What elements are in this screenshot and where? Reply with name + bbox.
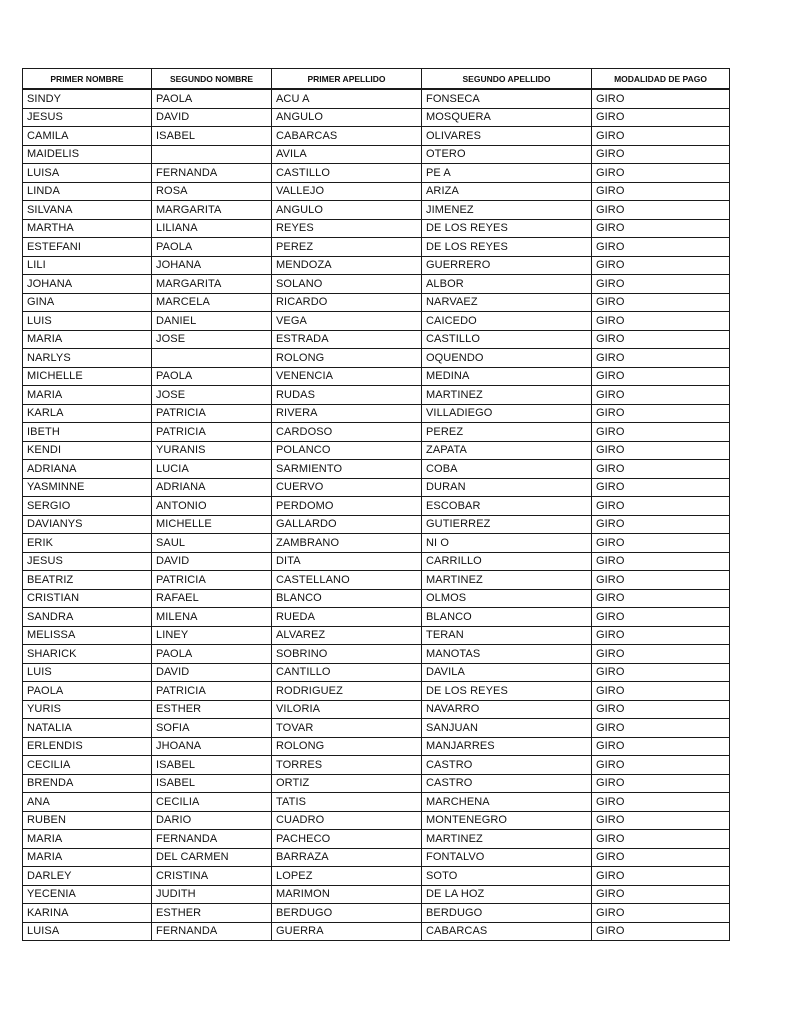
cell-segundo-apellido: CAICEDO [422, 312, 592, 331]
cell-modalidad-de-pago: GIRO [592, 108, 730, 127]
cell-primer-apellido: RUEDA [272, 608, 422, 627]
table-row [23, 460, 730, 479]
cell-modalidad-de-pago: GIRO [592, 182, 730, 201]
cell-primer-apellido: VILORIA [272, 700, 422, 719]
cell-primer-nombre: SANDRA [23, 608, 152, 627]
table-row [23, 330, 730, 349]
cell-segundo-apellido: MONTENEGRO [422, 811, 592, 830]
cell-primer-nombre: YURIS [23, 700, 152, 719]
cell-segundo-nombre: JUDITH [152, 885, 272, 904]
cell-primer-nombre: JESUS [23, 552, 152, 571]
cell-segundo-apellido: JIMENEZ [422, 201, 592, 220]
cell-segundo-apellido: DE LA HOZ [422, 885, 592, 904]
table-row [23, 534, 730, 553]
cell-primer-nombre: BRENDA [23, 774, 152, 793]
cell-segundo-apellido: PEREZ [422, 423, 592, 442]
cell-primer-apellido: CANTILLO [272, 663, 422, 682]
cell-segundo-apellido: ARIZA [422, 182, 592, 201]
cell-modalidad-de-pago: GIRO [592, 682, 730, 701]
table-row [23, 256, 730, 275]
cell-segundo-nombre: LINEY [152, 626, 272, 645]
cell-primer-nombre: MELISSA [23, 626, 152, 645]
table-row [23, 127, 730, 146]
cell-segundo-nombre: DANIEL [152, 312, 272, 331]
cell-primer-nombre: ESTEFANI [23, 238, 152, 257]
cell-primer-apellido: ROLONG [272, 737, 422, 756]
cell-primer-apellido: ROLONG [272, 349, 422, 368]
cell-segundo-nombre: FERNANDA [152, 164, 272, 183]
table-row [23, 922, 730, 941]
cell-primer-apellido: AVILA [272, 145, 422, 164]
cell-modalidad-de-pago: GIRO [592, 497, 730, 516]
cell-modalidad-de-pago: GIRO [592, 386, 730, 405]
cell-primer-apellido: PEREZ [272, 238, 422, 257]
cell-primer-nombre: LUISA [23, 922, 152, 941]
table-row [23, 367, 730, 386]
cell-primer-apellido: MENDOZA [272, 256, 422, 275]
cell-primer-nombre: LUIS [23, 312, 152, 331]
cell-modalidad-de-pago: GIRO [592, 423, 730, 442]
cell-primer-nombre: ADRIANA [23, 460, 152, 479]
cell-primer-nombre: MARIA [23, 386, 152, 405]
cell-modalidad-de-pago: GIRO [592, 404, 730, 423]
cell-segundo-apellido: ESCOBAR [422, 497, 592, 516]
cell-segundo-nombre: LILIANA [152, 219, 272, 238]
cell-segundo-apellido: NAVARRO [422, 700, 592, 719]
table-row [23, 108, 730, 127]
table-row [23, 515, 730, 534]
table-row [23, 719, 730, 738]
table-row [23, 441, 730, 460]
table-row [23, 312, 730, 331]
table-row [23, 626, 730, 645]
table-row [23, 589, 730, 608]
cell-modalidad-de-pago: GIRO [592, 645, 730, 664]
table-row [23, 645, 730, 664]
cell-primer-nombre: MARIA [23, 330, 152, 349]
table-row [23, 497, 730, 516]
cell-segundo-apellido: MARTINEZ [422, 386, 592, 405]
cell-modalidad-de-pago: GIRO [592, 922, 730, 941]
cell-modalidad-de-pago: GIRO [592, 219, 730, 238]
cell-segundo-apellido: SOTO [422, 867, 592, 886]
cell-segundo-apellido: FONTALVO [422, 848, 592, 867]
cell-segundo-apellido: FONSECA [422, 89, 592, 108]
cell-primer-apellido: DITA [272, 552, 422, 571]
cell-primer-nombre: RUBEN [23, 811, 152, 830]
cell-segundo-apellido: NARVAEZ [422, 293, 592, 312]
cell-modalidad-de-pago: GIRO [592, 719, 730, 738]
cell-modalidad-de-pago: GIRO [592, 737, 730, 756]
cell-modalidad-de-pago: GIRO [592, 349, 730, 368]
cell-primer-apellido: GALLARDO [272, 515, 422, 534]
cell-primer-nombre: BEATRIZ [23, 571, 152, 590]
cell-primer-apellido: CARDOSO [272, 423, 422, 442]
cell-primer-nombre: SERGIO [23, 497, 152, 516]
cell-segundo-nombre: MICHELLE [152, 515, 272, 534]
cell-primer-apellido: VALLEJO [272, 182, 422, 201]
cell-primer-nombre: DAVIANYS [23, 515, 152, 534]
cell-primer-nombre: CRISTIAN [23, 589, 152, 608]
cell-segundo-nombre: ISABEL [152, 774, 272, 793]
cell-primer-nombre: LUIS [23, 663, 152, 682]
cell-segundo-nombre [152, 349, 272, 368]
cell-modalidad-de-pago: GIRO [592, 312, 730, 331]
cell-primer-apellido: ORTIZ [272, 774, 422, 793]
cell-primer-apellido: RIVERA [272, 404, 422, 423]
cell-segundo-nombre: PATRICIA [152, 571, 272, 590]
cell-primer-nombre: KARLA [23, 404, 152, 423]
table-row [23, 830, 730, 849]
cell-segundo-apellido: PE A [422, 164, 592, 183]
table-row [23, 423, 730, 442]
header-row [23, 69, 730, 90]
table-row [23, 275, 730, 294]
cell-primer-apellido: CABARCAS [272, 127, 422, 146]
cell-primer-apellido: SOLANO [272, 275, 422, 294]
cell-segundo-apellido: NI O [422, 534, 592, 553]
cell-segundo-apellido: SANJUAN [422, 719, 592, 738]
cell-primer-nombre: YECENIA [23, 885, 152, 904]
cell-segundo-nombre: ESTHER [152, 904, 272, 923]
cell-primer-nombre: YASMINNE [23, 478, 152, 497]
cell-primer-nombre: KENDI [23, 441, 152, 460]
cell-primer-nombre: JESUS [23, 108, 152, 127]
cell-primer-apellido: TATIS [272, 793, 422, 812]
cell-segundo-apellido: GUERRERO [422, 256, 592, 275]
cell-segundo-nombre: LUCIA [152, 460, 272, 479]
cell-segundo-nombre: DAVID [152, 552, 272, 571]
cell-modalidad-de-pago: GIRO [592, 830, 730, 849]
cell-segundo-nombre: PATRICIA [152, 404, 272, 423]
cell-modalidad-de-pago: GIRO [592, 441, 730, 460]
cell-modalidad-de-pago: GIRO [592, 460, 730, 479]
cell-segundo-apellido: BLANCO [422, 608, 592, 627]
cell-primer-apellido: ALVAREZ [272, 626, 422, 645]
table-row [23, 552, 730, 571]
cell-segundo-nombre: PAOLA [152, 645, 272, 664]
cell-primer-nombre: DARLEY [23, 867, 152, 886]
cell-segundo-apellido: MARTINEZ [422, 571, 592, 590]
cell-segundo-apellido: DAVILA [422, 663, 592, 682]
cell-segundo-nombre: CRISTINA [152, 867, 272, 886]
cell-modalidad-de-pago: GIRO [592, 293, 730, 312]
cell-primer-apellido: ACU A [272, 89, 422, 108]
table-row [23, 164, 730, 183]
cell-modalidad-de-pago: GIRO [592, 330, 730, 349]
table-row [23, 145, 730, 164]
cell-segundo-nombre: ROSA [152, 182, 272, 201]
header-segundo-nombre: SEGUNDO NOMBRE [152, 69, 272, 90]
cell-segundo-apellido: TERAN [422, 626, 592, 645]
cell-segundo-nombre: RAFAEL [152, 589, 272, 608]
cell-modalidad-de-pago: GIRO [592, 89, 730, 108]
cell-segundo-apellido: MARTINEZ [422, 830, 592, 849]
cell-modalidad-de-pago: GIRO [592, 793, 730, 812]
cell-modalidad-de-pago: GIRO [592, 201, 730, 220]
cell-modalidad-de-pago: GIRO [592, 608, 730, 627]
cell-primer-nombre: SINDY [23, 89, 152, 108]
cell-segundo-apellido: OLIVARES [422, 127, 592, 146]
cell-primer-apellido: CUERVO [272, 478, 422, 497]
cell-primer-nombre: MAIDELIS [23, 145, 152, 164]
header-modalidad-de-pago: MODALIDAD DE PAGO [592, 69, 730, 90]
cell-primer-apellido: CUADRO [272, 811, 422, 830]
cell-segundo-nombre: MARCELA [152, 293, 272, 312]
cell-segundo-apellido: CASTRO [422, 756, 592, 775]
cell-segundo-apellido: MANJARRES [422, 737, 592, 756]
table-row [23, 737, 730, 756]
table-row [23, 238, 730, 257]
cell-segundo-nombre: DAVID [152, 663, 272, 682]
cell-primer-apellido: ANGULO [272, 108, 422, 127]
cell-segundo-apellido: CASTRO [422, 774, 592, 793]
cell-primer-apellido: CASTELLANO [272, 571, 422, 590]
cell-segundo-apellido: OTERO [422, 145, 592, 164]
table-row [23, 848, 730, 867]
cell-segundo-nombre: PAOLA [152, 89, 272, 108]
cell-segundo-nombre: PATRICIA [152, 423, 272, 442]
cell-primer-apellido: ZAMBRANO [272, 534, 422, 553]
table-row [23, 663, 730, 682]
cell-segundo-nombre: MILENA [152, 608, 272, 627]
cell-primer-nombre: LILI [23, 256, 152, 275]
cell-segundo-apellido: CARRILLO [422, 552, 592, 571]
cell-modalidad-de-pago: GIRO [592, 756, 730, 775]
cell-segundo-nombre: DARIO [152, 811, 272, 830]
cell-primer-nombre: MARIA [23, 848, 152, 867]
cell-segundo-nombre: DAVID [152, 108, 272, 127]
table-row [23, 756, 730, 775]
payment-roster-table [22, 68, 730, 941]
cell-modalidad-de-pago: GIRO [592, 478, 730, 497]
cell-segundo-nombre: SOFIA [152, 719, 272, 738]
cell-primer-nombre: KARINA [23, 904, 152, 923]
cell-segundo-apellido: OLMOS [422, 589, 592, 608]
cell-primer-nombre: LINDA [23, 182, 152, 201]
table-row [23, 89, 730, 108]
cell-primer-nombre: MARTHA [23, 219, 152, 238]
cell-primer-apellido: SOBRINO [272, 645, 422, 664]
table-row [23, 867, 730, 886]
cell-primer-apellido: TOVAR [272, 719, 422, 738]
cell-primer-nombre: GINA [23, 293, 152, 312]
cell-modalidad-de-pago: GIRO [592, 256, 730, 275]
cell-modalidad-de-pago: GIRO [592, 774, 730, 793]
cell-primer-apellido: VENENCIA [272, 367, 422, 386]
table-row [23, 404, 730, 423]
cell-segundo-nombre: CECILIA [152, 793, 272, 812]
header-primer-nombre: PRIMER NOMBRE [23, 69, 152, 90]
cell-segundo-apellido: ALBOR [422, 275, 592, 294]
cell-primer-apellido: BLANCO [272, 589, 422, 608]
cell-modalidad-de-pago: GIRO [592, 552, 730, 571]
cell-modalidad-de-pago: GIRO [592, 571, 730, 590]
cell-segundo-nombre: JOSE [152, 386, 272, 405]
table-header [23, 69, 730, 90]
table-row [23, 885, 730, 904]
cell-modalidad-de-pago: GIRO [592, 700, 730, 719]
cell-segundo-nombre: PAOLA [152, 238, 272, 257]
table-row [23, 219, 730, 238]
cell-primer-apellido: RICARDO [272, 293, 422, 312]
cell-segundo-apellido: MOSQUERA [422, 108, 592, 127]
table-row [23, 571, 730, 590]
table-row [23, 201, 730, 220]
cell-modalidad-de-pago: GIRO [592, 145, 730, 164]
cell-primer-apellido: SARMIENTO [272, 460, 422, 479]
cell-segundo-nombre: DEL CARMEN [152, 848, 272, 867]
cell-primer-apellido: POLANCO [272, 441, 422, 460]
table-row [23, 793, 730, 812]
cell-segundo-nombre: PAOLA [152, 367, 272, 386]
cell-segundo-nombre: JOHANA [152, 256, 272, 275]
table-row [23, 349, 730, 368]
cell-segundo-nombre: ADRIANA [152, 478, 272, 497]
table-row [23, 700, 730, 719]
cell-segundo-nombre: PATRICIA [152, 682, 272, 701]
cell-primer-nombre: LUISA [23, 164, 152, 183]
cell-primer-nombre: PAOLA [23, 682, 152, 701]
cell-segundo-apellido: DURAN [422, 478, 592, 497]
cell-segundo-apellido: GUTIERREZ [422, 515, 592, 534]
cell-segundo-apellido: VILLADIEGO [422, 404, 592, 423]
cell-segundo-nombre: ESTHER [152, 700, 272, 719]
cell-primer-apellido: PERDOMO [272, 497, 422, 516]
cell-segundo-apellido: CASTILLO [422, 330, 592, 349]
cell-modalidad-de-pago: GIRO [592, 127, 730, 146]
cell-primer-apellido: MARIMON [272, 885, 422, 904]
cell-primer-apellido: VEGA [272, 312, 422, 331]
cell-segundo-apellido: OQUENDO [422, 349, 592, 368]
table-row [23, 478, 730, 497]
cell-modalidad-de-pago: GIRO [592, 367, 730, 386]
table-row [23, 293, 730, 312]
cell-modalidad-de-pago: GIRO [592, 238, 730, 257]
cell-primer-nombre: SILVANA [23, 201, 152, 220]
cell-primer-apellido: GUERRA [272, 922, 422, 941]
cell-primer-nombre: CAMILA [23, 127, 152, 146]
cell-modalidad-de-pago: GIRO [592, 275, 730, 294]
cell-segundo-apellido: DE LOS REYES [422, 238, 592, 257]
cell-segundo-nombre: ISABEL [152, 756, 272, 775]
cell-modalidad-de-pago: GIRO [592, 515, 730, 534]
cell-primer-nombre: SHARICK [23, 645, 152, 664]
cell-primer-apellido: PACHECO [272, 830, 422, 849]
cell-segundo-apellido: DE LOS REYES [422, 682, 592, 701]
cell-primer-apellido: REYES [272, 219, 422, 238]
cell-primer-nombre: MARIA [23, 830, 152, 849]
cell-modalidad-de-pago: GIRO [592, 811, 730, 830]
spreadsheet-page [22, 68, 730, 941]
cell-primer-apellido: CASTILLO [272, 164, 422, 183]
cell-segundo-apellido: COBA [422, 460, 592, 479]
cell-segundo-apellido: MEDINA [422, 367, 592, 386]
table-row [23, 811, 730, 830]
cell-primer-nombre: MICHELLE [23, 367, 152, 386]
cell-segundo-nombre [152, 145, 272, 164]
cell-segundo-nombre: ANTONIO [152, 497, 272, 516]
cell-modalidad-de-pago: GIRO [592, 904, 730, 923]
table-row [23, 182, 730, 201]
cell-primer-apellido: ANGULO [272, 201, 422, 220]
cell-primer-nombre: JOHANA [23, 275, 152, 294]
cell-modalidad-de-pago: GIRO [592, 885, 730, 904]
cell-primer-apellido: ESTRADA [272, 330, 422, 349]
cell-primer-nombre: NARLYS [23, 349, 152, 368]
header-primer-apellido: PRIMER APELLIDO [272, 69, 422, 90]
header-segundo-apellido: SEGUNDO APELLIDO [422, 69, 592, 90]
cell-modalidad-de-pago: GIRO [592, 626, 730, 645]
cell-primer-apellido: TORRES [272, 756, 422, 775]
cell-segundo-nombre: YURANIS [152, 441, 272, 460]
cell-modalidad-de-pago: GIRO [592, 663, 730, 682]
cell-segundo-apellido: MANOTAS [422, 645, 592, 664]
table-body [23, 89, 730, 941]
cell-modalidad-de-pago: GIRO [592, 589, 730, 608]
cell-segundo-nombre: FERNANDA [152, 830, 272, 849]
cell-primer-nombre: ERIK [23, 534, 152, 553]
cell-segundo-apellido: CABARCAS [422, 922, 592, 941]
cell-segundo-apellido: ZAPATA [422, 441, 592, 460]
cell-primer-nombre: ERLENDIS [23, 737, 152, 756]
cell-segundo-nombre: JOSE [152, 330, 272, 349]
cell-primer-apellido: BERDUGO [272, 904, 422, 923]
cell-modalidad-de-pago: GIRO [592, 848, 730, 867]
cell-primer-nombre: CECILIA [23, 756, 152, 775]
cell-segundo-apellido: MARCHENA [422, 793, 592, 812]
table-row [23, 386, 730, 405]
cell-primer-apellido: LOPEZ [272, 867, 422, 886]
table-row [23, 774, 730, 793]
cell-segundo-nombre: JHOANA [152, 737, 272, 756]
cell-segundo-nombre: ISABEL [152, 127, 272, 146]
cell-modalidad-de-pago: GIRO [592, 164, 730, 183]
cell-primer-nombre: IBETH [23, 423, 152, 442]
cell-segundo-apellido: BERDUGO [422, 904, 592, 923]
cell-primer-nombre: ANA [23, 793, 152, 812]
cell-segundo-nombre: MARGARITA [152, 275, 272, 294]
table-row [23, 608, 730, 627]
cell-primer-apellido: BARRAZA [272, 848, 422, 867]
table-row [23, 904, 730, 923]
cell-segundo-nombre: SAUL [152, 534, 272, 553]
cell-modalidad-de-pago: GIRO [592, 534, 730, 553]
table-row [23, 682, 730, 701]
cell-segundo-apellido: DE LOS REYES [422, 219, 592, 238]
cell-primer-apellido: RUDAS [272, 386, 422, 405]
cell-modalidad-de-pago: GIRO [592, 867, 730, 886]
cell-segundo-nombre: FERNANDA [152, 922, 272, 941]
cell-segundo-nombre: MARGARITA [152, 201, 272, 220]
cell-primer-nombre: NATALIA [23, 719, 152, 738]
cell-primer-apellido: RODRIGUEZ [272, 682, 422, 701]
